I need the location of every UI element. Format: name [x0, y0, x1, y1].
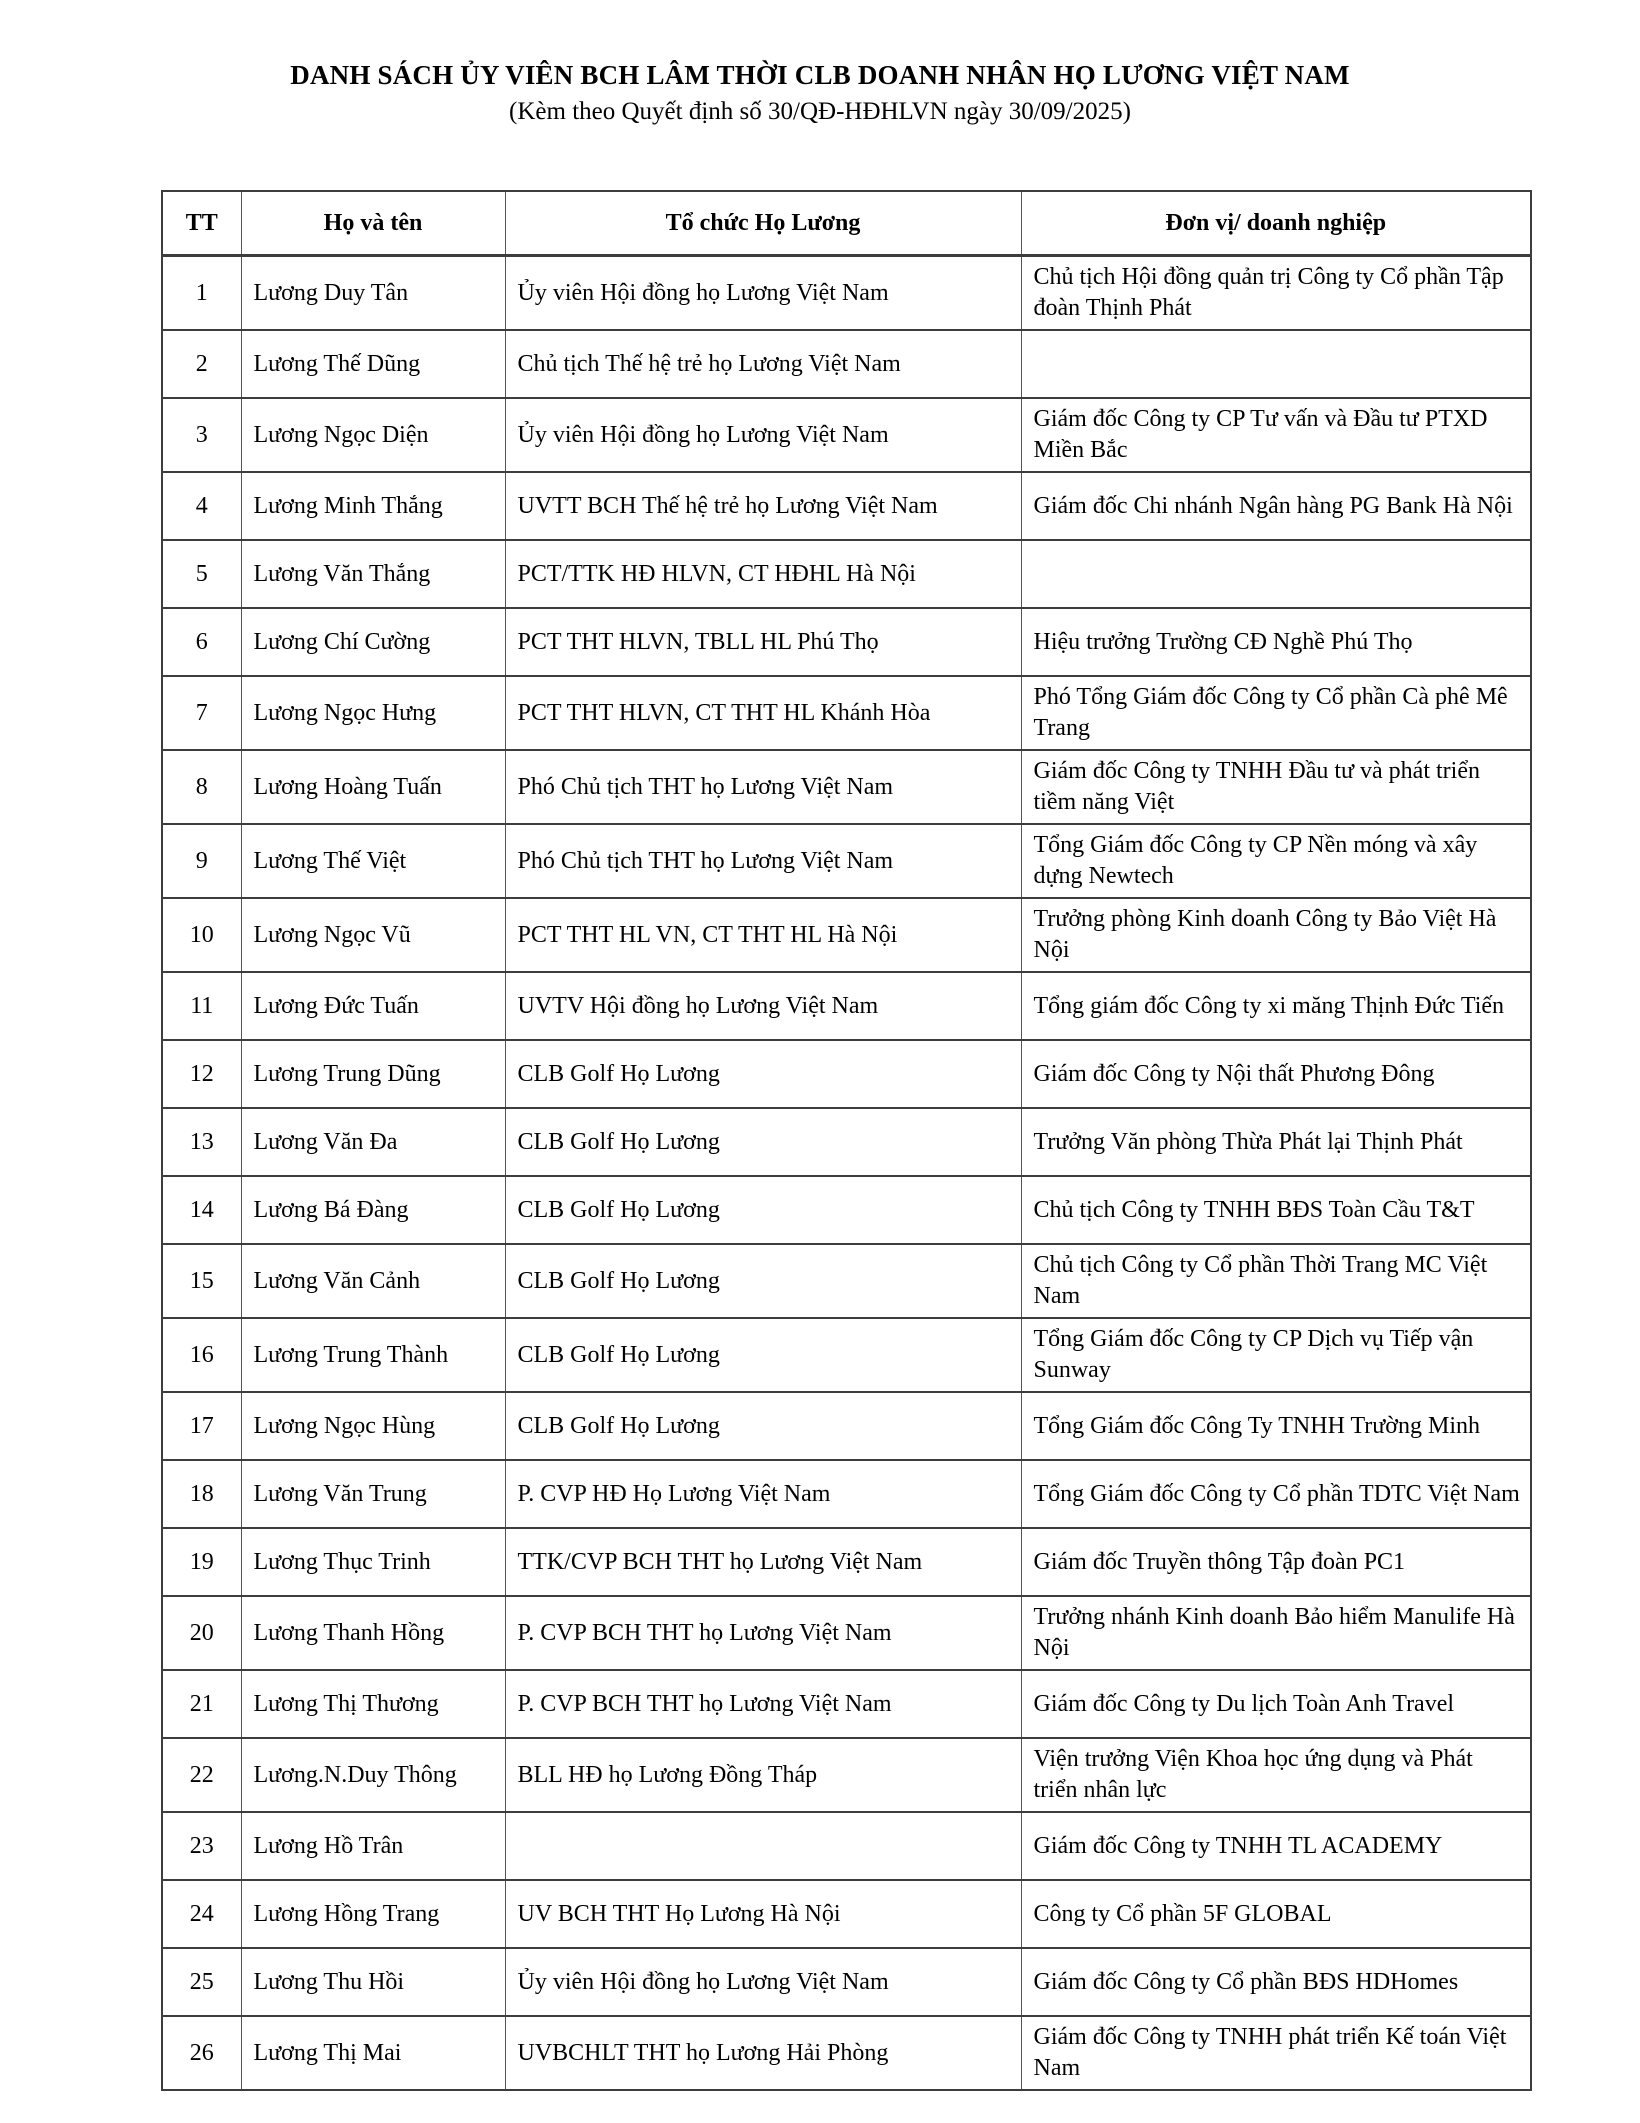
company-cell: Tổng giám đốc Công ty xi măng Thịnh Đức Tiến	[1021, 972, 1531, 1040]
name-cell: Lương Ngọc Hùng	[241, 1392, 505, 1460]
name-cell: Lương Minh Thắng	[241, 472, 505, 540]
organization-cell: PCT THT HL VN, CT THT HL Hà Nội	[505, 898, 1021, 972]
name-cell: Lương Thục Trinh	[241, 1528, 505, 1596]
header-name: Họ và tên	[241, 191, 505, 256]
company-cell: Trưởng phòng Kinh doanh Công ty Bảo Việt Hà Nội	[1021, 898, 1531, 972]
organization-cell: P. CVP BCH THT họ Lương Việt Nam	[505, 1670, 1021, 1738]
row-number-cell: 12	[162, 1040, 241, 1108]
table-row	[162, 608, 1531, 676]
table-row	[162, 330, 1531, 398]
row-number-cell: 8	[162, 750, 241, 824]
company-cell	[1021, 540, 1531, 608]
name-cell: Lương Hồ Trân	[241, 1812, 505, 1880]
name-cell: Lương Ngọc Hưng	[241, 676, 505, 750]
company-cell: Công ty Cổ phần 5F GLOBAL	[1021, 1880, 1531, 1948]
row-number-cell: 9	[162, 824, 241, 898]
organization-cell: Ủy viên Hội đồng họ Lương Việt Nam	[505, 1948, 1021, 2016]
row-number-cell: 11	[162, 972, 241, 1040]
page-title: DANH SÁCH ỦY VIÊN BCH LÂM THỜI CLB DOANH NHÂN HỌ LƯƠNG VIỆT NAM	[290, 60, 1350, 90]
name-cell: Lương Văn Đa	[241, 1108, 505, 1176]
table-row	[162, 898, 1531, 972]
row-number-cell: 17	[162, 1392, 241, 1460]
company-cell: Tổng Giám đốc Công ty Cổ phần TDTC Việt Nam	[1021, 1460, 1531, 1528]
company-cell: Phó Tổng Giám đốc Công ty Cổ phần Cà phê Mê Trang	[1021, 676, 1531, 750]
table-row	[162, 1318, 1531, 1392]
row-number-cell: 15	[162, 1244, 241, 1318]
company-cell: Chủ tịch Hội đồng quản trị Công ty Cổ phần Tập đoàn Thịnh Phát	[1021, 256, 1531, 331]
table-body	[162, 256, 1531, 2091]
company-cell: Giám đốc Công ty Nội thất Phương Đông	[1021, 1040, 1531, 1108]
organization-cell: UVBCHLT THT họ Lương Hải Phòng	[505, 2016, 1021, 2090]
name-cell: Lương Hoàng Tuấn	[241, 750, 505, 824]
header-company: Đơn vị/ doanh nghiệp	[1021, 191, 1531, 256]
table-row	[162, 1670, 1531, 1738]
name-cell: Lương Văn Cảnh	[241, 1244, 505, 1318]
organization-cell: PCT THT HLVN, CT THT HL Khánh Hòa	[505, 676, 1021, 750]
organization-cell: Phó Chủ tịch THT họ Lương Việt Nam	[505, 750, 1021, 824]
organization-cell: CLB Golf Họ Lương	[505, 1176, 1021, 1244]
name-cell: Lương.N.Duy Thông	[241, 1738, 505, 1812]
company-cell: Tổng Giám đốc Công Ty TNHH Trường Minh	[1021, 1392, 1531, 1460]
name-cell: Lương Ngọc Vũ	[241, 898, 505, 972]
row-number-cell: 25	[162, 1948, 241, 2016]
row-number-cell: 22	[162, 1738, 241, 1812]
header-row	[162, 191, 1531, 256]
organization-cell: CLB Golf Họ Lương	[505, 1392, 1021, 1460]
row-number-cell: 19	[162, 1528, 241, 1596]
table-row	[162, 1392, 1531, 1460]
company-cell: Giám đốc Công ty TNHH phát triển Kế toán Việt Nam	[1021, 2016, 1531, 2090]
organization-cell: PCT THT HLVN, TBLL HL Phú Thọ	[505, 608, 1021, 676]
table-row	[162, 1948, 1531, 2016]
company-cell	[1021, 330, 1531, 398]
organization-cell: CLB Golf Họ Lương	[505, 1108, 1021, 1176]
organization-cell: P. CVP BCH THT họ Lương Việt Nam	[505, 1596, 1021, 1670]
table-row	[162, 1176, 1531, 1244]
row-number-cell: 5	[162, 540, 241, 608]
row-number-cell: 16	[162, 1318, 241, 1392]
table-row	[162, 1880, 1531, 1948]
table-row	[162, 540, 1531, 608]
company-cell: Giám đốc Công ty Du lịch Toàn Anh Travel	[1021, 1670, 1531, 1738]
name-cell: Lương Thị Mai	[241, 2016, 505, 2090]
company-cell: Giám đốc Chi nhánh Ngân hàng PG Bank Hà Nội	[1021, 472, 1531, 540]
page-subtitle: (Kèm theo Quyết định số 30/QĐ-HĐHLVN ngày 30/09/2025)	[509, 98, 1131, 125]
row-number-cell: 3	[162, 398, 241, 472]
name-cell: Lương Thị Thương	[241, 1670, 505, 1738]
company-cell: Trưởng nhánh Kinh doanh Bảo hiểm Manulife Hà Nội	[1021, 1596, 1531, 1670]
organization-cell: CLB Golf Họ Lương	[505, 1318, 1021, 1392]
row-number-cell: 13	[162, 1108, 241, 1176]
organization-cell: CLB Golf Họ Lương	[505, 1040, 1021, 1108]
company-cell: Giám đốc Công ty TNHH TL ACADEMY	[1021, 1812, 1531, 1880]
organization-cell: PCT/TTK HĐ HLVN, CT HĐHL Hà Nội	[505, 540, 1021, 608]
name-cell: Lương Trung Thành	[241, 1318, 505, 1392]
name-cell: Lương Văn Trung	[241, 1460, 505, 1528]
company-cell: Giám đốc Công ty CP Tư vấn và Đầu tư PTXD Miền Bắc	[1021, 398, 1531, 472]
row-number-cell: 23	[162, 1812, 241, 1880]
name-cell: Lương Hồng Trang	[241, 1880, 505, 1948]
name-cell: Lương Bá Đàng	[241, 1176, 505, 1244]
table-row	[162, 1596, 1531, 1670]
organization-cell: BLL HĐ họ Lương Đồng Tháp	[505, 1738, 1021, 1812]
table-row	[162, 972, 1531, 1040]
name-cell: Lương Đức Tuấn	[241, 972, 505, 1040]
name-cell: Lương Trung Dũng	[241, 1040, 505, 1108]
organization-cell: Phó Chủ tịch THT họ Lương Việt Nam	[505, 824, 1021, 898]
name-cell: Lương Thu Hồi	[241, 1948, 505, 2016]
row-number-cell: 4	[162, 472, 241, 540]
organization-cell: TTK/CVP BCH THT họ Lương Việt Nam	[505, 1528, 1021, 1596]
row-number-cell: 2	[162, 330, 241, 398]
company-cell: Hiệu trưởng Trường CĐ Nghề Phú Thọ	[1021, 608, 1531, 676]
organization-cell: UVTT BCH Thế hệ trẻ họ Lương Việt Nam	[505, 472, 1021, 540]
row-number-cell: 6	[162, 608, 241, 676]
name-cell: Lương Chí Cường	[241, 608, 505, 676]
table-row	[162, 1244, 1531, 1318]
company-cell: Chủ tịch Công ty TNHH BĐS Toàn Cầu T&T	[1021, 1176, 1531, 1244]
table-row	[162, 1108, 1531, 1176]
organization-cell	[505, 1812, 1021, 1880]
table-row	[162, 1812, 1531, 1880]
row-number-cell: 7	[162, 676, 241, 750]
name-cell: Lương Văn Thắng	[241, 540, 505, 608]
table-row	[162, 1040, 1531, 1108]
table-row	[162, 676, 1531, 750]
organization-cell: UV BCH THT Họ Lương Hà Nội	[505, 1880, 1021, 1948]
row-number-cell: 14	[162, 1176, 241, 1244]
company-cell: Chủ tịch Công ty Cổ phần Thời Trang MC Việt Nam	[1021, 1244, 1531, 1318]
row-number-cell: 20	[162, 1596, 241, 1670]
name-cell: Lương Ngọc Diện	[241, 398, 505, 472]
company-cell: Tổng Giám đốc Công ty CP Dịch vụ Tiếp vận Sunway	[1021, 1318, 1531, 1392]
table-row	[162, 2016, 1531, 2090]
table-row	[162, 824, 1531, 898]
company-cell: Tổng Giám đốc Công ty CP Nền móng và xây dựng Newtech	[1021, 824, 1531, 898]
name-cell: Lương Thanh Hồng	[241, 1596, 505, 1670]
table-header	[162, 191, 1531, 256]
organization-cell: Ủy viên Hội đồng họ Lương Việt Nam	[505, 256, 1021, 331]
name-cell: Lương Thế Việt	[241, 824, 505, 898]
table-row	[162, 1460, 1531, 1528]
row-number-cell: 18	[162, 1460, 241, 1528]
table-row	[162, 750, 1531, 824]
organization-cell: CLB Golf Họ Lương	[505, 1244, 1021, 1318]
organization-cell: Ủy viên Hội đồng họ Lương Việt Nam	[505, 398, 1021, 472]
company-cell: Giám đốc Truyền thông Tập đoàn PC1	[1021, 1528, 1531, 1596]
company-cell: Giám đốc Công ty TNHH Đầu tư và phát triển tiềm năng Việt	[1021, 750, 1531, 824]
table-row	[162, 398, 1531, 472]
table-row	[162, 1738, 1531, 1812]
table-row	[162, 1528, 1531, 1596]
header-tt: TT	[162, 191, 241, 256]
company-cell: Giám đốc Công ty Cổ phần BĐS HDHomes	[1021, 1948, 1531, 2016]
organization-cell: UVTV Hội đồng họ Lương Việt Nam	[505, 972, 1021, 1040]
table-row	[162, 472, 1531, 540]
company-cell: Viện trưởng Viện Khoa học ứng dụng và Phát triển nhân lực	[1021, 1738, 1531, 1812]
row-number-cell: 24	[162, 1880, 241, 1948]
organization-cell: Chủ tịch Thế hệ trẻ họ Lương Việt Nam	[505, 330, 1021, 398]
row-number-cell: 26	[162, 2016, 241, 2090]
member-roster-table	[161, 190, 1532, 2091]
header-organization: Tổ chức Họ Lương	[505, 191, 1021, 256]
company-cell: Trưởng Văn phòng Thừa Phát lại Thịnh Phát	[1021, 1108, 1531, 1176]
row-number-cell: 10	[162, 898, 241, 972]
table-row	[162, 256, 1531, 331]
name-cell: Lương Duy Tân	[241, 256, 505, 331]
row-number-cell: 21	[162, 1670, 241, 1738]
name-cell: Lương Thế Dũng	[241, 330, 505, 398]
row-number-cell: 1	[162, 256, 241, 331]
organization-cell: P. CVP HĐ Họ Lương Việt Nam	[505, 1460, 1021, 1528]
